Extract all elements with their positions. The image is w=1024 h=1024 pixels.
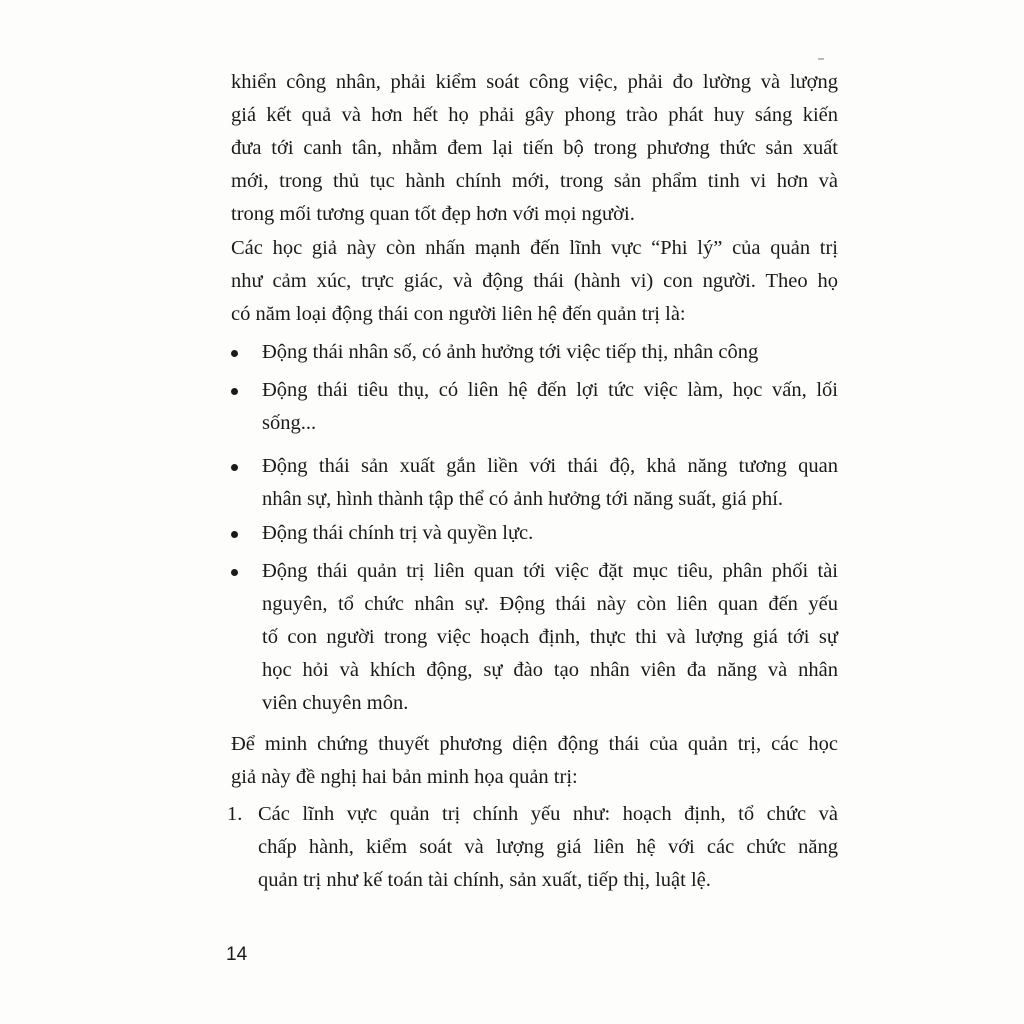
paragraph-line: giả này đề nghị hai bản minh họa quản trị: [231, 766, 578, 788]
bullet-item-line: sống... [262, 412, 317, 434]
numbered-item-line: quản trị như kế toán tài chính, sản xuất, tiếp thị, luật lệ. [258, 869, 711, 891]
bullet-item-line: viên chuyên môn. [262, 692, 409, 714]
numbered-item-line: Các lĩnh vực quản trị chính yếu như: hoạch định, tổ chức và [258, 803, 838, 825]
paragraph-line: Các học giả này còn nhấn mạnh đến lĩnh vực “Phi lý” của quản trị [231, 237, 838, 259]
bullet-item-line: tố con người trong việc hoạch định, thực thi và lượng giá tới sự [262, 626, 838, 648]
bullet-item-line: Động thái quản trị liên quan tới việc đặt mục tiêu, phân phối tài [262, 560, 838, 582]
bullet-item-line: nguyên, tổ chức nhân sự. Động thái này còn liên quan đến yếu [262, 593, 838, 615]
bullet-item-line: Động thái tiêu thụ, có liên hệ đến lợi tức việc làm, học vấn, lối [262, 379, 838, 401]
paragraph-line: có năm loại động thái con người liên hệ đến quản trị là: [231, 303, 686, 325]
paragraph-line: đưa tới canh tân, nhằm đem lại tiến bộ trong phương thức sản xuất [231, 137, 838, 159]
scan-speck [818, 58, 824, 60]
paragraph-line: trong mối tương quan tốt đẹp hơn với mọi người. [231, 203, 635, 225]
paragraph-line: giá kết quả và hơn hết họ phải gây phong trào phát huy sáng kiến [231, 104, 838, 126]
bullet-item-line: Động thái chính trị và quyền lực. [262, 522, 534, 544]
bullet-icon [231, 464, 238, 471]
bullet-item-line: Động thái nhân số, có ảnh hưởng tới việc tiếp thị, nhân công [262, 341, 759, 363]
bullet-icon [231, 569, 238, 576]
bullet-item-line: Động thái sản xuất gắn liền với thái độ, khả năng tương quan [262, 455, 838, 477]
paragraph-line: mới, trong thủ tục hành chính mới, trong sản phẩm tinh vi hơn và [231, 170, 838, 192]
numbered-item-line: chấp hành, kiểm soát và lượng giá liên hệ với các chức năng [258, 836, 838, 858]
bullet-item-line: học hỏi và khích động, sự đào tạo nhân viên đa năng và nhân [262, 659, 838, 681]
bullet-item-line: nhân sự, hình thành tập thể có ảnh hưởng tới năng suất, giá phí. [262, 488, 784, 510]
bullet-icon [231, 350, 238, 357]
page-number: 14 [226, 944, 248, 965]
paragraph-line: như cảm xúc, trực giác, và động thái (hành vi) con người. Theo họ [231, 270, 838, 292]
paragraph-line: Để minh chứng thuyết phương diện động thái của quản trị, các học [231, 733, 838, 755]
bullet-icon [231, 388, 238, 395]
bullet-icon [231, 531, 238, 538]
list-number: 1. [227, 803, 243, 825]
paragraph-line: khiển công nhân, phải kiểm soát công việc, phải đo lường và lượng [231, 71, 838, 93]
